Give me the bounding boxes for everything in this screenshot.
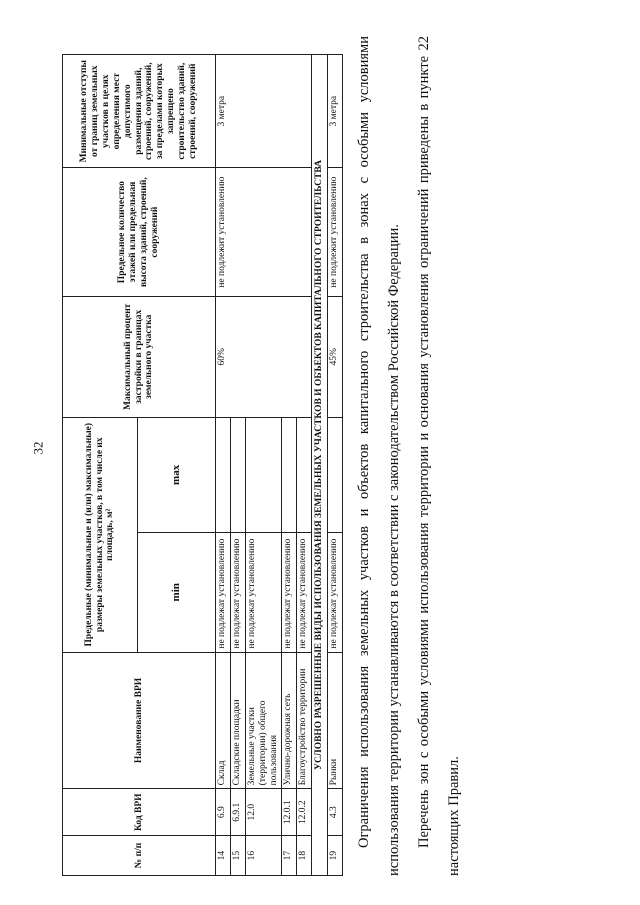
header-percent: Максимальный процент застройки в границах земельного участка bbox=[63, 296, 216, 417]
cell-name: Рынки bbox=[327, 652, 342, 789]
cell-max bbox=[296, 417, 311, 532]
header-offsets: Минимальные отступы от границ земельных участков в целях определения мест допустимого размещения зданий, строений, сооружений, за пределами которых запрещено строительство зданий, строений, сооружений bbox=[63, 55, 216, 168]
cell-num: 16 bbox=[246, 836, 282, 876]
vri-table bbox=[62, 54, 343, 876]
rotated-page-content bbox=[62, 36, 582, 876]
cell-offsets: 3 метра bbox=[216, 55, 312, 168]
cell-percent: 60% bbox=[216, 296, 312, 417]
cell-code: 12.0.1 bbox=[281, 789, 296, 836]
cell-num: 19 bbox=[327, 836, 342, 876]
cell-name: Склад bbox=[216, 652, 231, 789]
section-row bbox=[311, 55, 327, 876]
cell-floors: не подлежит установлению bbox=[327, 168, 342, 296]
cell-floors: не подлежит установлению bbox=[216, 168, 312, 296]
cell-code: 4.3 bbox=[327, 789, 342, 836]
cell-name: Улично-дорожная сеть bbox=[281, 652, 296, 789]
table-row bbox=[327, 55, 342, 876]
cell-num: 14 bbox=[216, 836, 231, 876]
header-floors: Предельное количество этажей или предельная высота зданий, строений, сооружений bbox=[63, 168, 216, 296]
cell-percent: 45% bbox=[327, 296, 342, 417]
cell-max bbox=[231, 417, 246, 532]
cell-min: не подлежат установлению bbox=[296, 532, 311, 652]
cell-max bbox=[216, 417, 231, 532]
page-number: 32 bbox=[30, 441, 46, 455]
cell-min: не подлежат установлению bbox=[327, 532, 342, 652]
cell-code: 12.0 bbox=[246, 789, 282, 836]
cell-min: не подлежат установлению bbox=[246, 532, 282, 652]
cell-max bbox=[327, 417, 342, 532]
cell-code: 6.9.1 bbox=[231, 789, 246, 836]
cell-num: 15 bbox=[231, 836, 246, 876]
cell-min: не подлежат установлению bbox=[281, 532, 296, 652]
paragraph-zones-list: Перечень зон с особыми условиями использования территории и основания установления ограничений приведены в пункте 22 настоящих Правил. bbox=[415, 36, 462, 876]
cell-min: не подлежат установлению bbox=[231, 532, 246, 652]
cell-code: 12.0.2 bbox=[296, 789, 311, 836]
cell-max bbox=[281, 417, 296, 532]
header-size: Предельные (минимальные и (или) максимальные) размеры земельных участков, в том числе их площадь, м² bbox=[63, 417, 138, 652]
cell-min: не подлежат установлению bbox=[216, 532, 231, 652]
section-title: УСЛОВНО РАЗРЕШЕННЫЕ ВИДЫ ИСПОЛЬЗОВАНИЯ ЗЕМЕЛЬНЫХ УЧАСТКОВ И ОБЪЕКТОВ КАПИТАЛЬНОГО СТРОИТЕЛЬСТВА bbox=[311, 55, 327, 876]
header-min: min bbox=[138, 532, 216, 652]
cell-max bbox=[246, 417, 282, 532]
cell-name: Земельные участки (территории) общего пользования bbox=[246, 652, 282, 789]
cell-num: 18 bbox=[296, 836, 311, 876]
header-num: № п/п bbox=[63, 836, 216, 876]
table-row bbox=[216, 55, 231, 876]
header-max: max bbox=[138, 417, 216, 532]
header-code: Код ВРИ bbox=[63, 789, 216, 836]
cell-offsets: 3 метра bbox=[327, 55, 342, 168]
cell-name: Складские площадки bbox=[231, 652, 246, 789]
cell-code: 6.9 bbox=[216, 789, 231, 836]
cell-num: 17 bbox=[281, 836, 296, 876]
header-name: Наименование ВРИ bbox=[63, 652, 216, 789]
cell-name: Благоустройство территории bbox=[296, 652, 311, 789]
paragraph-restrictions: Ограничения использования земельных участков и объектов капитального строительства в зонах с особыми условиями использования территории устанавливаются в соответствии с законодательством Российской Федерации. bbox=[355, 36, 402, 876]
